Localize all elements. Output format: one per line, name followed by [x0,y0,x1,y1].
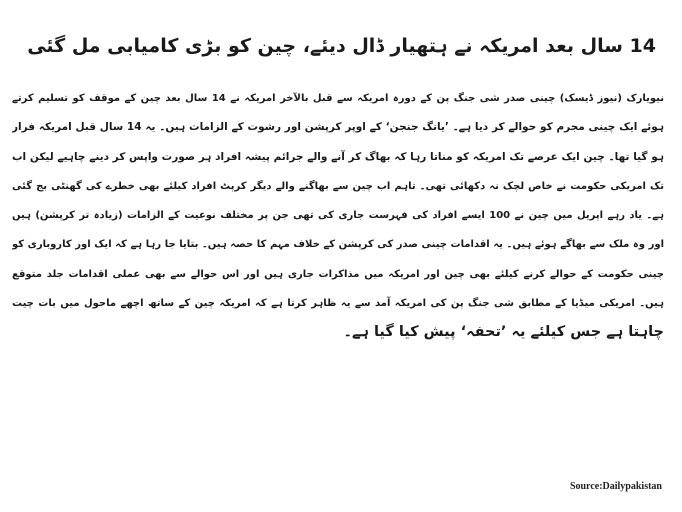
body-line: ہے۔ یاد رہے اپریل میں چین نے 100 ایسے افراد کی فہرست جاری کی تھی جن پر مختلف نوعیت کے الزامات (زیادہ تر کرپشن) ہیں [12,210,664,222]
news-article [12,14,664,504]
body-line: تک امریکی حکومت نے خاص لچک نہ دکھائی تھی۔ تاہم اب چین سے بھاگنے والے دیگر کرپٹ افراد کیلئے بھی خطرے کی گھنٹی بج گئی [12,180,664,192]
article-body [12,84,664,348]
body-line: ہیں۔ امریکی میڈیا کے مطابق شی جنگ پن کی امریکہ آمد سے یہ ظاہر کرتا ہے کہ امریکہ چین کے ساتھ اچھے ماحول میں بات چیت [12,298,664,310]
body-line: نیویارک (نیوز ڈیسک) چینی صدر شی جنگ پن کے دورہ امریکہ سے قبل بالآخر امریکہ نے 14 سال بعد چین کے موقف کو تسلیم کرتے [12,93,664,104]
headline: 14 سال بعد امریکہ نے ہتھیار ڈال دیئے، چین کو بڑی کامیابی مل گئی [27,35,656,57]
body-line: اور وہ ملک سے بھاگے ہوئے ہیں۔ یہ اقدامات چینی صدر کی کرپشن کے خلاف مہم کا حصہ ہیں۔ بتایا جا رہا ہے کہ ایک اور کاروباری کو [12,239,664,251]
source-credit: Source:Dailypakistan [569,481,662,492]
body-line: چاہتا ہے جس کیلئے یہ ’تحفہ‘ پیش کیا گیا ہے۔ [343,324,664,341]
body-line: ہو گیا تھا۔ چین ایک عرصے تک امریکہ کو مناتا رہا کہ بھاگ کر آنے والے جرائم پیشہ افراد ہر صورت واپس کر دینے چاہیے لیکن اب [12,150,664,163]
body-line: چینی حکومت کے حوالے کرنے کیلئے بھی چین اور امریکہ میں مذاکرات جاری ہیں اور اس حوالے سے بھی عملی اقدامات جلد متوقع [12,268,664,280]
body-line: ہوئے ایک چینی مجرم کو حوالے کر دیا ہے۔ ’یانگ جنجن‘ کے اوپر کرپشن اور رشوت کے الزامات ہیں۔ یہ 14 سال قبل امریکہ فرار [12,121,664,134]
